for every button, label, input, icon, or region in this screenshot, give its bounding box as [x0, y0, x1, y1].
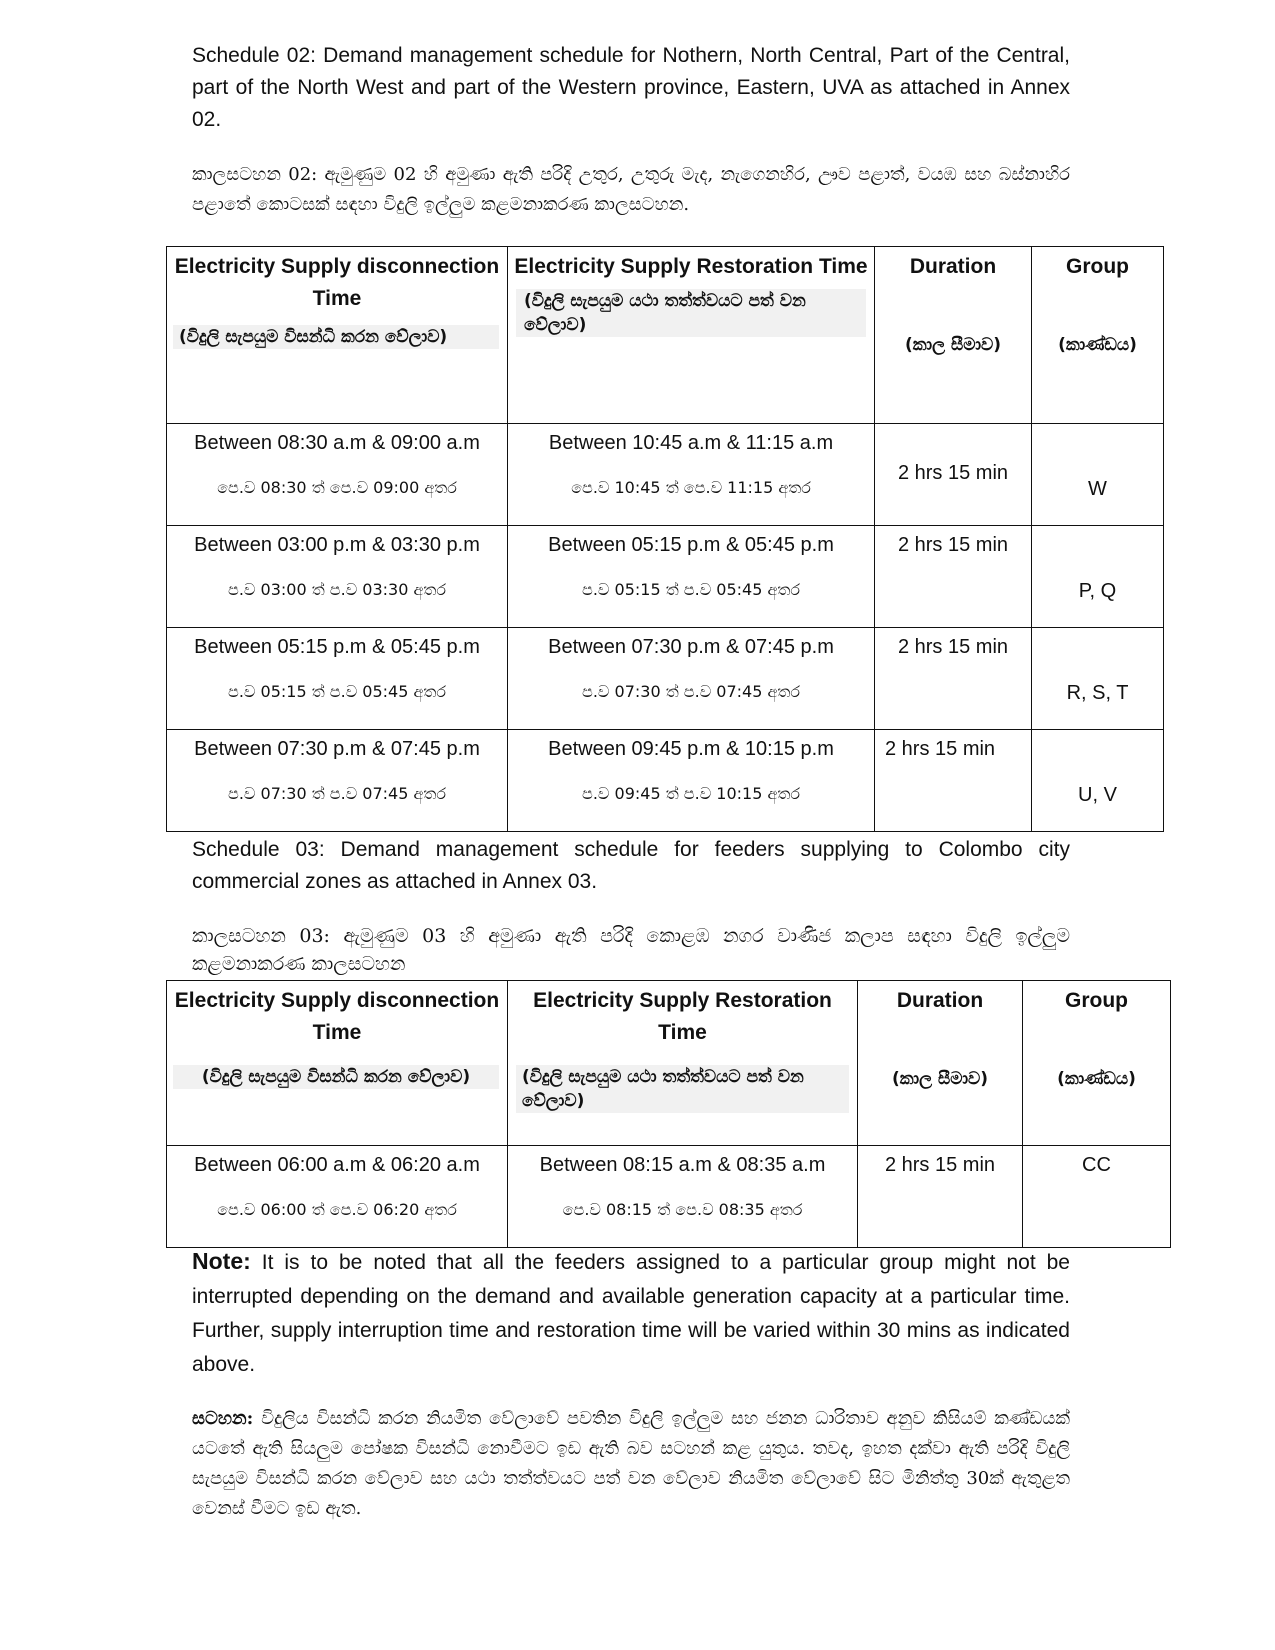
disconnection-cell: [167, 526, 508, 628]
header-disconnection-label: Electricity Supply disconnection Time: [174, 989, 500, 1044]
header-disconnection: [167, 247, 508, 424]
duration-value: 2 hrs 15 min: [897, 462, 1009, 484]
header-disconnection: [167, 981, 508, 1146]
restoration-time: Between 05:15 p.m & 05:45 p.m: [548, 534, 834, 556]
schedule-02-table: [166, 246, 1164, 832]
note-text-si: විදුලිය විසන්ධි කරන නියමිත වේලාවේ පවතින විදුලි ඉල්ලුම සහ ජනන ධාරිතාව අනුව කිසියම් කණ්ඩයක් යටතේ ඇති සියලුම පෝෂක විසන්ධි නොවීමට ඉඩ ඇති බව සටහන් කළ යුතුය. තවද, ඉහත දක්වා ඇති පරිදි විදුලි සැපයුම විසන්ධි කරන වේලාව සහ යථා තත්ත්වයට පත් වන වේලාව නියමිත වේලාවේ සිට මිනිත්තු 30ක් ඇතුළත වෙනස් වීමට ඉඩ ඇත.: [192, 1408, 1070, 1519]
table-row: [167, 526, 1164, 628]
group-cell: [1032, 628, 1164, 730]
table-row: [167, 1146, 1171, 1248]
note-text: It is to be noted that all the feeders assigned to a particular group might not be interrupted depending on the demand and available generation capacity at a particular time. Further, supply interruption time and restoration time will be varied within 30 mins as indicated above.: [192, 1251, 1070, 1376]
group-value: R, S, T: [1066, 682, 1129, 704]
disconnection-cell: [167, 424, 508, 526]
table-row: [167, 424, 1164, 526]
duration-value: 2 hrs 15 min: [884, 1154, 996, 1176]
disconnection-cell: [167, 1146, 508, 1248]
duration-value: 2 hrs 15 min: [885, 738, 996, 760]
duration-cell: [875, 424, 1032, 526]
restoration-cell: [508, 1146, 858, 1248]
restoration-time: Between 10:45 a.m & 11:15 a.m: [548, 432, 834, 454]
restoration-cell: [508, 730, 875, 832]
schedule-02-intro: Schedule 02: Demand management schedule for Nothern, North Central, Part of the Central, part of the North West and part of the Western province, Eastern, UVA as attached in Annex 02.: [192, 44, 1070, 131]
header-group-label: Group: [1066, 255, 1129, 278]
table-row: [167, 730, 1164, 832]
duration-value: 2 hrs 15 min: [897, 534, 1009, 556]
restoration-time: Between 07:30 p.m & 07:45 p.m: [548, 636, 834, 658]
table-header-row: [167, 247, 1164, 424]
disconnection-time: Between 03:00 p.m & 03:30 p.m: [194, 534, 480, 556]
group-cell: [1032, 526, 1164, 628]
header-disconnection-label: Electricity Supply disconnection Time: [174, 255, 500, 310]
header-duration: [858, 981, 1023, 1146]
disconnection-time: Between 05:15 p.m & 05:45 p.m: [194, 636, 480, 658]
header-duration-label-si: (කාල සීමාව): [891, 1069, 989, 1089]
restoration-time-si: ප.ව 09:45 ත් ප.ව 10:15 අතර: [582, 784, 800, 803]
header-restoration-label-si: (විදුලි සැපයුම යථා තත්ත්වයට පත් වන වේලාව): [516, 1065, 849, 1113]
note-label-si: සටහන:: [192, 1408, 254, 1429]
group-cell: [1032, 424, 1164, 526]
restoration-time-si: පෙ.ව 10:45 ත් පෙ.ව 11:15 අතර: [571, 478, 811, 497]
header-group-label: Group: [1065, 989, 1128, 1012]
header-duration-label: Duration: [909, 255, 997, 278]
group-value: U, V: [1078, 784, 1117, 806]
duration-cell: [875, 628, 1032, 730]
restoration-cell: [508, 526, 875, 628]
duration-cell: [875, 730, 1032, 832]
header-restoration-label-si: (විදුලි සැපයුම යථා තත්ත්වයට පත් වන වේලාව): [516, 289, 866, 337]
header-duration-label-si: (කාල සීමාව): [904, 335, 1002, 355]
group-cell: [1023, 1146, 1171, 1248]
note-label: Note:: [192, 1248, 251, 1274]
restoration-time-si: පෙ.ව 08:15 ත් පෙ.ව 08:35 අතර: [562, 1200, 803, 1219]
header-restoration-label: Electricity Supply Restoration Time: [514, 255, 868, 278]
restoration-cell: [508, 424, 875, 526]
schedule-03-table: [166, 980, 1171, 1248]
header-restoration: [508, 247, 875, 424]
disconnection-time-si: ප.ව 07:30 ත් ප.ව 07:45 අතර: [228, 784, 446, 803]
header-group-label-si: (කාණ්ඩය): [1057, 1069, 1136, 1089]
group-value: P, Q: [1078, 580, 1117, 602]
header-restoration: [508, 981, 858, 1146]
header-group: [1032, 247, 1164, 424]
restoration-time-si: ප.ව 05:15 ත් ප.ව 05:45 අතර: [582, 580, 800, 599]
note-paragraph-sinhala: [192, 1404, 1070, 1524]
schedule-02-intro-sinhala: කාලසටහන 02: ඇමුණුම 02 හි අමුණා ඇති පරිදි උතුර, උතුරු මැද, නැගෙනහිර, ඌව පළාත්, වයඹ සහ බස්නාහිර පළාතේ කොටසක් සඳහා විදුලි ඉල්ලුම කළමනාකරණ කාලසටහන.: [192, 164, 1070, 215]
header-group-label-si: (කාණ්ඩය): [1058, 335, 1137, 355]
header-group: [1023, 981, 1171, 1146]
disconnection-cell: [167, 628, 508, 730]
disconnection-time-si: ප.ව 05:15 ත් ප.ව 05:45 අතර: [228, 682, 446, 701]
schedule-03-intro: Schedule 03: Demand management schedule for feeders supplying to Colombo city commercial zones as attached in Annex 03.: [192, 838, 1070, 893]
group-value: W: [1088, 478, 1107, 500]
restoration-cell: [508, 628, 875, 730]
header-disconnection-label-si: (විදුලි සැපයුම විසන්ධි කරන වේලාව): [173, 1065, 499, 1089]
duration-cell: [858, 1146, 1023, 1248]
restoration-time-si: ප.ව 07:30 ත් ප.ව 07:45 අතර: [582, 682, 800, 701]
restoration-time: Between 09:45 p.m & 10:15 p.m: [548, 738, 834, 760]
schedule-03-intro-sinhala: කාලසටහන 03: ඇමුණුම 03 හි අමුණා ඇති පරිදි කොළඹ නගර වාණිජ කලාප සඳහා විදුලි ඉල්ලුම කළමනාකරණ කාලසටහන: [192, 925, 1070, 975]
duration-cell: [875, 526, 1032, 628]
disconnection-time: Between 08:30 a.m & 09:00 a.m: [194, 432, 480, 454]
restoration-time: Between 08:15 a.m & 08:35 a.m: [539, 1154, 826, 1176]
header-restoration-label: Electricity Supply Restoration Time: [533, 989, 832, 1044]
group-cell: [1032, 730, 1164, 832]
table-row: [167, 628, 1164, 730]
disconnection-time-si: පෙ.ව 08:30 ත් පෙ.ව 09:00 අතර: [217, 478, 457, 497]
disconnection-time-si: ප.ව 03:00 ත් ප.ව 03:30 අතර: [228, 580, 446, 599]
header-duration: [875, 247, 1032, 424]
note-paragraph: [192, 1244, 1070, 1382]
disconnection-time-si: පෙ.ව 06:00 ත් පෙ.ව 06:20 අතර: [217, 1200, 457, 1219]
disconnection-time: Between 06:00 a.m & 06:20 a.m: [194, 1154, 480, 1176]
header-duration-label: Duration: [896, 989, 984, 1012]
header-disconnection-label-si: (විදුලි සැපයුම විසන්ධි කරන වේලාව): [173, 325, 499, 349]
table-header-row: [167, 981, 1171, 1146]
group-value: CC: [1082, 1154, 1111, 1176]
disconnection-time: Between 07:30 p.m & 07:45 p.m: [194, 738, 480, 760]
disconnection-cell: [167, 730, 508, 832]
duration-value: 2 hrs 15 min: [897, 636, 1009, 658]
